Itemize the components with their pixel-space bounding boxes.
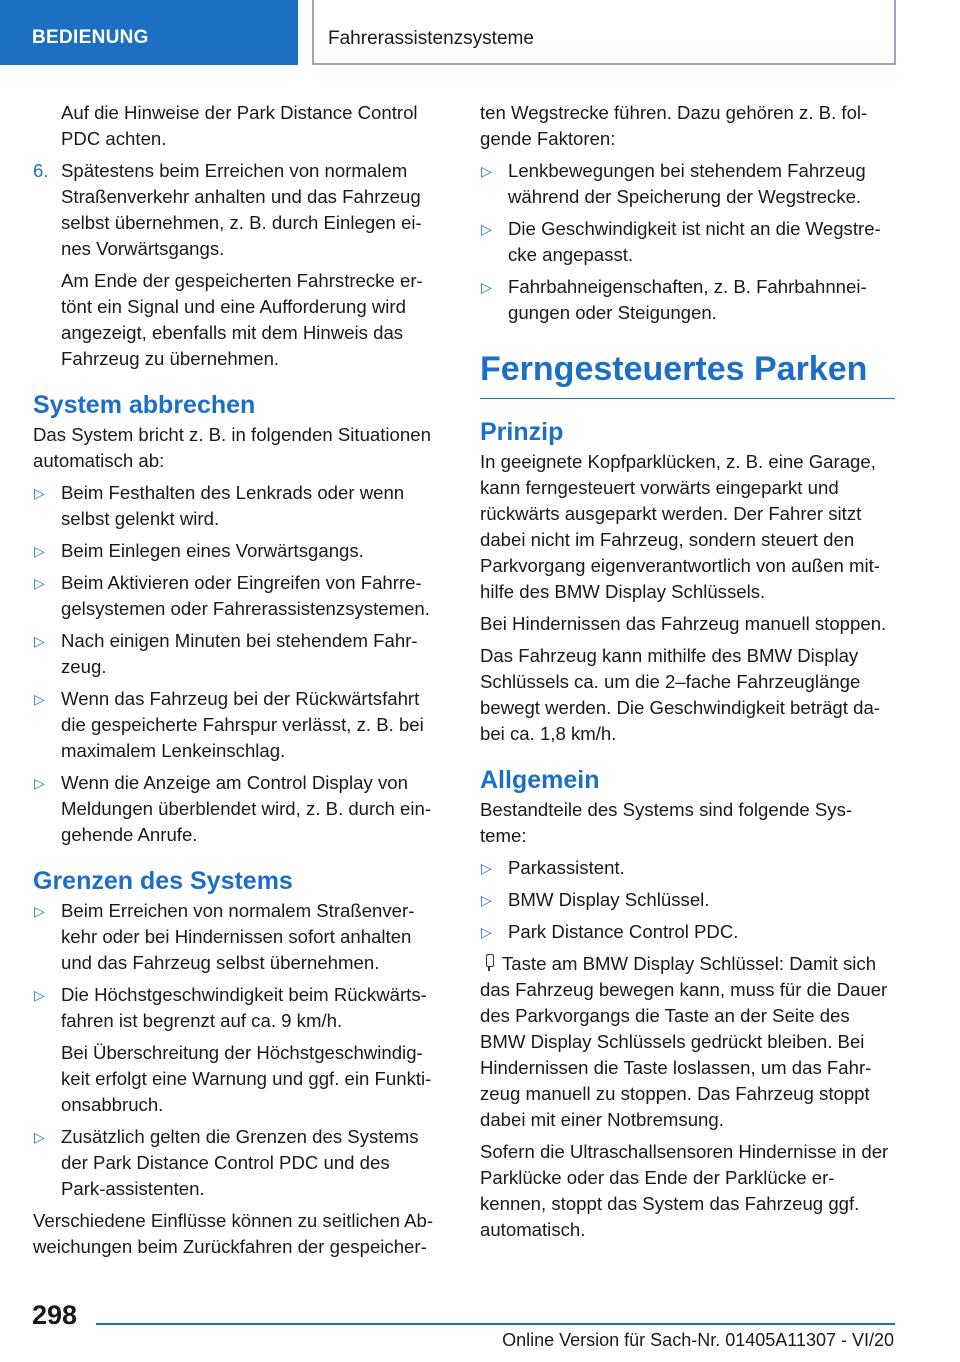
triangle-bullet-icon — [34, 1124, 45, 1150]
list-item: ▷ Nach einigen Minuten bei stehendem Fahr-zeug. — [33, 628, 439, 680]
triangle-bullet-icon — [34, 628, 45, 654]
continued-text: ten Wegstrecke führen. Dazu gehören z. B. fol-gende Faktoren: — [480, 102, 868, 149]
triangle-bullet-icon — [481, 919, 492, 945]
principle-p2: Bei Hindernissen das Fahrzeug manuell stoppen. — [480, 613, 887, 634]
principle-p3: Das Fahrzeug kann mithilfe des BMW Display Schlüssels ca. um die 2–fache Fahrzeuglänge bewegt werden. Die Geschwindigkeit beträgt da-bei ca. 1,8 km/h. — [480, 645, 880, 744]
list-item: ▷ Zusätzlich gelten die Grenzen des Systems der Park Distance Control PDC und des Park-assistenten. — [33, 1124, 439, 1202]
list-item: ▷ BMW Display Schlüssel. — [480, 887, 895, 913]
triangle-bullet-icon — [34, 898, 45, 924]
triangle-bullet-icon — [34, 570, 45, 596]
list-item: ▷ Fahrbahneigenschaften, z. B. Fahrbahnnei-gungen oder Steigungen. — [480, 274, 895, 326]
step-number: 6. — [33, 160, 49, 181]
right-column — [480, 100, 895, 1249]
list-item: ▷ Beim Einlegen eines Vorwärtsgangs. — [33, 538, 439, 564]
page-number: 298 — [32, 1300, 78, 1330]
step-6 — [33, 158, 439, 372]
components-list — [480, 855, 895, 945]
heading-prinzip: Prinzip — [480, 418, 564, 446]
abort-list — [33, 480, 439, 848]
key-text: Taste am BMW Display Schlüssel: Damit sich das Fahrzeug bewegen kann, muss für die Dauer des Parkvorgangs die Taste an der Seite des BMW Display Schlüssels gedrückt bleiben. Bei Hindernissen die Taste loslassen, um das Fahr-zeug manuell zu stoppen. Das Fahrzeug stoppt dabei mit einer Notbremsung. — [480, 953, 888, 1130]
limits-outro: Verschiedene Einflüsse können zu seitlichen Ab-weichungen beim Zurückfahren der gespeicher- — [33, 1210, 434, 1257]
triangle-bullet-icon — [481, 158, 492, 184]
section-label: BEDIENUNG — [32, 27, 149, 48]
list-item: ▷ Lenkbewegungen bei stehendem Fahrzeug während der Speicherung der Wegstrecke. — [480, 158, 895, 210]
list-item: ▷ Parkassistent. — [480, 855, 895, 881]
triangle-bullet-icon — [481, 274, 492, 300]
sensors-text: Sofern die Ultraschallsensoren Hindernisse in der Parklücke oder das Ende der Parklücke er-kennen, stoppt das System das Fahrzeug ggf. automatisch. — [480, 1141, 889, 1240]
step-text: Spätestens beim Erreichen von normalem Straßenverkehr anhalten und das Fahrzeug selbst übernehmen, z. B. durch Einlegen ei-nes Vorwärtsgangs. — [61, 160, 422, 259]
chapter-header — [312, 0, 896, 65]
triangle-bullet-icon — [34, 480, 45, 506]
heading-allgemein: Allgemein — [480, 766, 600, 794]
footer-divider — [96, 1323, 895, 1325]
intro-text: Auf die Hinweise der Park Distance Control PDC achten. — [61, 102, 418, 149]
principle-p1: In geeignete Kopfparklücken, z. B. eine Garage, kann ferngesteuert vorwärts eingeparkt und rückwärts ausgeparkt werden. Der Fahrer sitzt dabei nicht im Fahrzeug, sondern steuert den Parkvorgang eigenverantwortlich von außen mit-hilfe des BMW Display Schlüssels. — [480, 451, 880, 602]
list-item: ▷ Beim Aktivieren oder Eingreifen von Fahrre-gelsystemen oder Fahrerassistenzsystemen. — [33, 570, 439, 622]
list-item: ▷ Wenn das Fahrzeug bei der Rückwärtsfahrt die gespeicherte Fahrspur verlässt, z. B. bei maximalem Lenkeinschlag. — [33, 686, 439, 764]
list-item: ▷ Die Höchstgeschwindigkeit beim Rückwärts-fahren ist begrenzt auf ca. 9 km/h. Bei Überschreitung der Höchstgeschwindig-keit erfolgt eine Warnung und ggf. ein Funkti-onsabbruch. — [33, 982, 439, 1118]
general-intro: Bestandteile des Systems sind folgende Sys-teme: — [480, 799, 853, 846]
triangle-bullet-icon — [481, 216, 492, 242]
list-item: ▷ Beim Festhalten des Lenkrads oder wenn selbst gelenkt wird. — [33, 480, 439, 532]
list-item-subtext: Bei Überschreitung der Höchstgeschwindig-keit erfolgt eine Warnung und ggf. ein Funkti-onsabbruch. — [61, 1042, 432, 1115]
heading-grenzen: Grenzen des Systems — [33, 867, 293, 895]
display-key-button-icon — [482, 954, 496, 972]
triangle-bullet-icon — [34, 770, 45, 796]
list-item: ▷ Wenn die Anzeige am Control Display von Meldungen überblendet wird, z. B. durch ein-gehende Anrufe. — [33, 770, 439, 848]
abort-intro: Das System bricht z. B. in folgenden Situationen automatisch ab: — [33, 424, 431, 471]
left-column — [33, 100, 439, 1266]
heading-ferngesteuertes-parken: Ferngesteuertes Parken — [480, 348, 895, 399]
limits-list — [33, 898, 439, 1202]
key-paragraph — [480, 951, 895, 1133]
triangle-bullet-icon — [481, 855, 492, 881]
triangle-bullet-icon — [34, 686, 45, 712]
factors-list — [480, 158, 895, 326]
section-tab — [0, 0, 298, 65]
online-version-text: Online Version für Sach-Nr. 01405A11307 - VI/20 — [502, 1330, 894, 1350]
list-item: ▷ Die Geschwindigkeit ist nicht an die Wegstre-cke angepasst. — [480, 216, 895, 268]
triangle-bullet-icon — [34, 538, 45, 564]
heading-system-abbrechen: System abbrechen — [33, 391, 256, 419]
triangle-bullet-icon — [34, 982, 45, 1008]
triangle-bullet-icon — [481, 887, 492, 913]
step-followup: Am Ende der gespeicherten Fahrstrecke er-tönt ein Signal und eine Aufforderung wird angezeigt, ebenfalls mit dem Hinweis das Fahrzeug zu übernehmen. — [61, 270, 423, 369]
list-item: ▷ Beim Erreichen von normalem Straßenver-kehr oder bei Hindernissen sofort anhalten und das Fahrzeug selbst übernehmen. — [33, 898, 439, 976]
list-item: ▷ Park Distance Control PDC. — [480, 919, 895, 945]
chapter-title: Fahrerassistenzsysteme — [328, 28, 534, 49]
